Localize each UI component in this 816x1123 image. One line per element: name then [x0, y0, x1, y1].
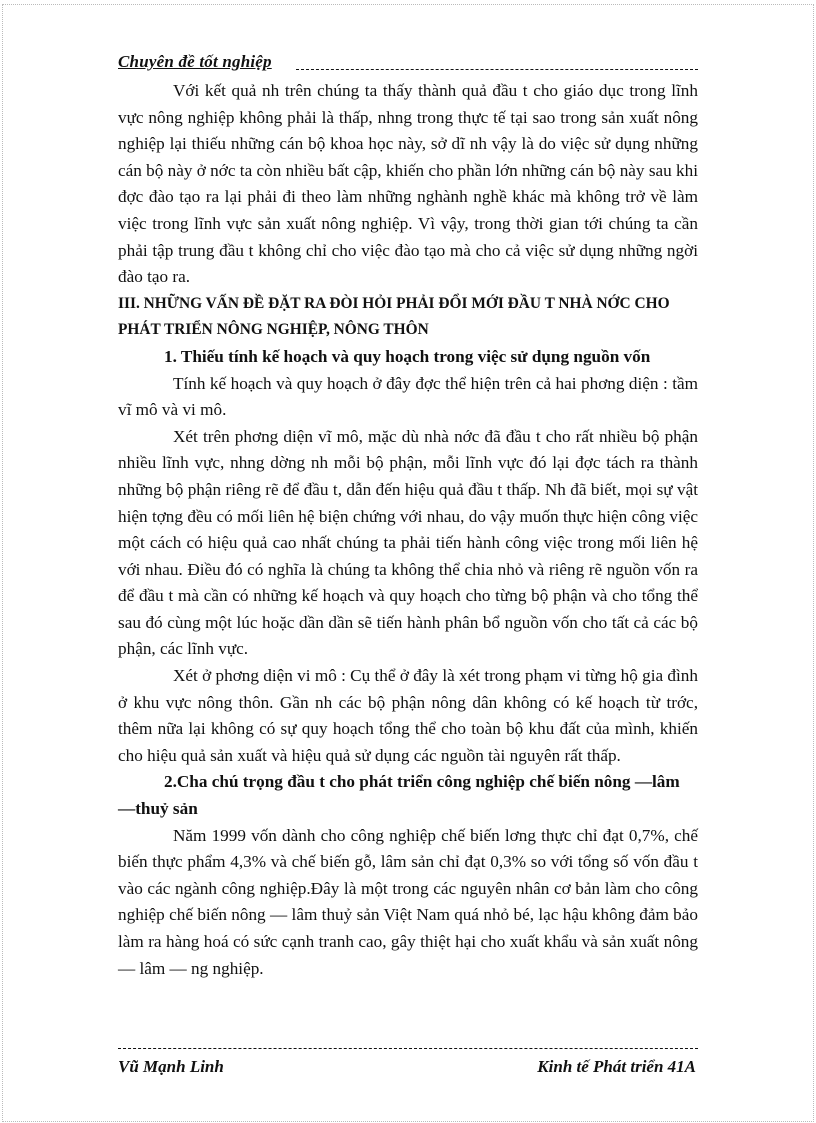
paragraph: Xét trên phơng diện vĩ mô, mặc dù nhà nớc đã đầu t cho rất nhiều bộ phận nhiều lĩnh vực, nhng dờng nh mỗi bộ phận, mỗi lĩnh vực đó lại đợc tách ra thành những bộ phận riêng rẽ để đầu t, dẫn đến hiệu quả đầu t thấp. Nh đã biết, mọi sự vật hiện tợng đều có mối liên hệ biện chứng với nhau, do vậy muốn thực hiện công việc một cách có hiệu quả cao nhất chúng ta phải tiến hành công việc trong mối liên hệ với nhau. Điều đó có nghĩa là chúng ta không thể chia nhỏ và riêng rẽ nguồn vốn ra để đầu t mà cần có những kế hoạch và quy hoạch cho từng bộ phận và cho tổng thể sau đó cùng một lúc hoặc dần dần sẽ tiến hành phân bổ nguồn vốn cho tất cả các bộ phận, các lĩnh vực.: [118, 426, 698, 659]
header-title: Chuyên đề tốt nghiệp: [118, 52, 272, 71]
header-divider: [296, 69, 698, 70]
paragraph: Với kết quả nh trên chúng ta thấy thành quả đầu t cho giáo dục trong lĩnh vực nông nghiệp không phải là thấp, nhng trong thực tế tại sao trong sản xuất nông nghiệp lại thiếu những cán bộ khoa học này, sở dĩ nh vậy là do việc sử dụng những cán bộ này ở nớc ta còn nhiều bất cập, khiến cho phần lớn những cán bộ này sau khi đợc đào tạo ra lại phải đi theo làm những nghành nghề khác mà không trở về làm việc trong lĩnh vực sản xuất nông nghiệp. Vì vậy, trong thời gian tới chúng ta cần phải tập trung đầu t không chỉ cho việc đào tạo mà cho cả việc sử dụng những ngời đào tạo ra.: [118, 81, 698, 287]
subsection-heading-2: 2.Cha chú trọng đầu t cho phát triển công nghiệp chế biến nông —lâm —thuỷ sản: [118, 772, 680, 819]
subsection-heading-1: 1. Thiếu tính kế hoạch và quy hoạch trong việc sử dụng nguồn vốn: [164, 346, 651, 366]
footer-divider: [118, 1048, 698, 1049]
page-header: [118, 52, 698, 76]
footer-author: Vũ Mạnh Linh: [118, 1057, 224, 1076]
paragraph: Năm 1999 vốn dành cho công nghiệp chế biến lơng thực chỉ đạt 0,7%, chế biến thực phẩm 4,3% và chế biến gỗ, lâm sản chỉ đạt 0,3% so với tổng số vốn đầu t vào các ngành công nghiệp.Đây là một trong các nguyên nhân cơ bản làm cho công nghiệp chế biến nông — lâm thuỷ sản Việt Nam quá nhỏ bé, lạc hậu không đảm bảo làm ra hàng hoá có sức cạnh tranh cao, gây thiệt hại cho xuất khẩu và sản xuất nông — lâm — ng nghiệp.: [118, 825, 698, 978]
paragraph: Xét ở phơng diện vi mô : Cụ thể ở đây là xét trong phạm vi từng hộ gia đình ở khu vực nông thôn. Gần nh các bộ phận nông dân không có kế hoạch từ trớc, thêm nữa lại không có sự quy hoạch tổng thể cho toàn bộ khu đất của mình, khiến cho hiệu quả sản xuất và hiệu quả sử dụng các nguồn tài nguyên rất thấp.: [118, 666, 698, 765]
footer-class: Kinh tế Phát triển 41A: [537, 1057, 696, 1076]
paragraph: Tính kế hoạch và quy hoạch ở đây đợc thể hiện trên cả hai phơng diện : tầm vĩ mô và vi mô.: [118, 373, 698, 420]
section-heading: III. NHỮNG VẤN ĐỀ ĐẶT RA ĐÒI HỎI PHẢI ĐỔI MỚI ĐẦU T NHÀ NỚC CHO PHÁT TRIỂN NÔNG NGHIỆP, NÔNG THÔN: [118, 294, 670, 339]
document-body: [118, 78, 698, 982]
